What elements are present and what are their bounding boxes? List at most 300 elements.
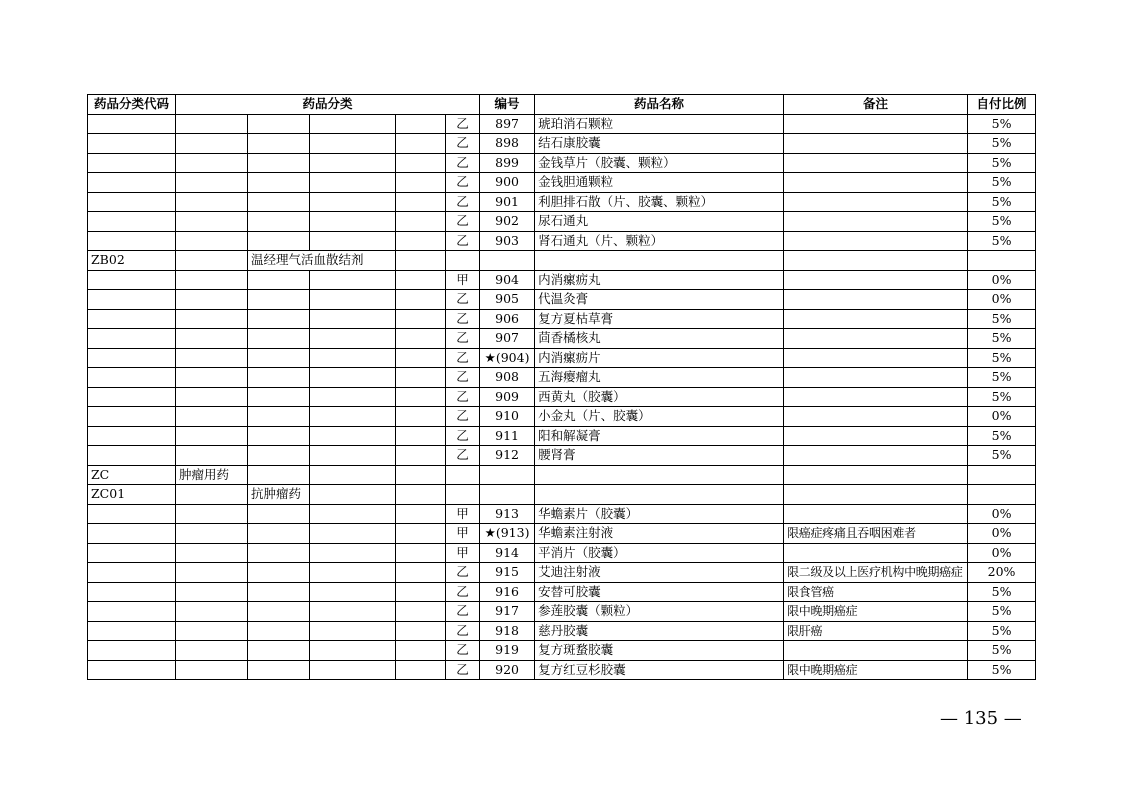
- cell-ratio: 5%: [968, 173, 1036, 193]
- cell-ratio: 5%: [968, 641, 1036, 661]
- cell-note: [784, 329, 968, 349]
- cell-spacer: [396, 563, 446, 583]
- cell-code: [88, 173, 176, 193]
- cell-ratio: 5%: [968, 446, 1036, 466]
- cell-category-l3: [310, 641, 396, 661]
- cell-note: [784, 153, 968, 173]
- cell-note: [784, 251, 968, 271]
- table-row: [88, 114, 1036, 134]
- cell-category-l3: [310, 446, 396, 466]
- table-row: [88, 641, 1036, 661]
- cell-spacer: [396, 173, 446, 193]
- cell-spacer: [396, 465, 446, 485]
- cell-category-l1: [176, 660, 248, 680]
- cell-grade: 乙: [446, 641, 480, 661]
- cell-drug-name: 尿石通丸: [535, 212, 784, 232]
- cell-number: 912: [480, 446, 535, 466]
- cell-category-l1: [176, 192, 248, 212]
- cell-drug-name: 琥珀消石颗粒: [535, 114, 784, 134]
- cell-category-l3: [310, 134, 396, 154]
- cell-category-l1: [176, 270, 248, 290]
- cell-category-l3: [310, 504, 396, 524]
- cell-grade: 乙: [446, 563, 480, 583]
- cell-drug-name: 利胆排石散（片、胶囊、颗粒）: [535, 192, 784, 212]
- cell-number: [480, 465, 535, 485]
- cell-category-l2: [248, 251, 364, 271]
- cell-drug-name: 平消片（胶囊）: [535, 543, 784, 563]
- cell-drug-name: [535, 251, 784, 271]
- cell-note: 限二级及以上医疗机构中晚期癌症: [784, 563, 968, 583]
- cell-note: [784, 270, 968, 290]
- cell-drug-name: 小金丸（片、胶囊）: [535, 407, 784, 427]
- cell-ratio: 5%: [968, 602, 1036, 622]
- cell-ratio: 5%: [968, 329, 1036, 349]
- cell-spacer: [396, 348, 446, 368]
- cell-drug-name: 艾迪注射液: [535, 563, 784, 583]
- cell-category-l3: [310, 290, 396, 310]
- cell-ratio: 5%: [968, 309, 1036, 329]
- cell-category-l3: [310, 329, 396, 349]
- cell-number: 913: [480, 504, 535, 524]
- cell-grade: [446, 465, 480, 485]
- cell-category-l2: [248, 290, 310, 310]
- cell-category-l3: [310, 426, 396, 446]
- cell-number: 907: [480, 329, 535, 349]
- cell-spacer: [396, 504, 446, 524]
- cell-ratio: 5%: [968, 114, 1036, 134]
- cell-category-l2: [248, 426, 310, 446]
- cell-grade: 乙: [446, 446, 480, 466]
- cell-number: 902: [480, 212, 535, 232]
- cell-drug-name: 金钱胆通颗粒: [535, 173, 784, 193]
- cell-drug-name: 内消瘰疬片: [535, 348, 784, 368]
- cell-category-l2: [248, 212, 310, 232]
- cell-number: 898: [480, 134, 535, 154]
- cell-spacer: [396, 407, 446, 427]
- cell-note: [784, 134, 968, 154]
- cell-category-l2: 抗肿瘤药: [248, 485, 310, 505]
- cell-number: 919: [480, 641, 535, 661]
- cell-category-l3: [310, 192, 396, 212]
- cell-code: [88, 212, 176, 232]
- cell-category-l2: [248, 465, 310, 485]
- cell-category-l1: [176, 446, 248, 466]
- cell-spacer: [396, 153, 446, 173]
- cell-note: [784, 173, 968, 193]
- cell-code: [88, 563, 176, 583]
- cell-drug-name: 肾石通丸（片、颗粒）: [535, 231, 784, 251]
- cell-number: 910: [480, 407, 535, 427]
- cell-category-l3: [310, 407, 396, 427]
- cell-number: 917: [480, 602, 535, 622]
- table-row: [88, 251, 1036, 271]
- cell-category-l2: [248, 153, 310, 173]
- cell-category-l1: [176, 212, 248, 232]
- cell-grade: [446, 251, 480, 271]
- cell-category-l1: [176, 485, 248, 505]
- table-row: [88, 660, 1036, 680]
- cell-grade: 乙: [446, 231, 480, 251]
- cell-spacer: [396, 270, 446, 290]
- cell-ratio: 5%: [968, 348, 1036, 368]
- cell-note: [784, 387, 968, 407]
- cell-ratio: 5%: [968, 582, 1036, 602]
- cell-code: [88, 446, 176, 466]
- cell-grade: 甲: [446, 270, 480, 290]
- cell-grade: 乙: [446, 212, 480, 232]
- table-row: [88, 153, 1036, 173]
- cell-drug-name: 华蟾素片（胶囊）: [535, 504, 784, 524]
- cell-code: [88, 348, 176, 368]
- table-row: [88, 485, 1036, 505]
- cell-ratio: [968, 465, 1036, 485]
- table-row: [88, 212, 1036, 232]
- cell-grade: 甲: [446, 543, 480, 563]
- category-label: 温经理气活血散结剂: [251, 252, 364, 267]
- cell-note: [784, 543, 968, 563]
- cell-category-l3: [310, 231, 396, 251]
- header-name: 药品名称: [535, 95, 784, 115]
- cell-category-l2: [248, 504, 310, 524]
- cell-category-l1: [176, 290, 248, 310]
- cell-code: [88, 270, 176, 290]
- cell-grade: 乙: [446, 134, 480, 154]
- cell-note: [784, 446, 968, 466]
- table-row: [88, 563, 1036, 583]
- cell-spacer: [396, 114, 446, 134]
- cell-code: [88, 192, 176, 212]
- cell-ratio: 5%: [968, 368, 1036, 388]
- cell-note: 限中晚期癌症: [784, 602, 968, 622]
- cell-grade: 乙: [446, 602, 480, 622]
- header-category: 药品分类: [176, 95, 480, 115]
- cell-category-l1: [176, 621, 248, 641]
- cell-category-l1: [176, 348, 248, 368]
- cell-grade: 甲: [446, 504, 480, 524]
- cell-drug-name: 腰肾膏: [535, 446, 784, 466]
- cell-ratio: 0%: [968, 543, 1036, 563]
- table-row: [88, 426, 1036, 446]
- cell-number: 915: [480, 563, 535, 583]
- cell-number: 920: [480, 660, 535, 680]
- cell-category-l2: [248, 407, 310, 427]
- cell-ratio: 0%: [968, 290, 1036, 310]
- header-code: 药品分类代码: [88, 95, 176, 115]
- cell-category-l1: [176, 407, 248, 427]
- cell-number: [480, 485, 535, 505]
- cell-grade: 乙: [446, 582, 480, 602]
- cell-drug-name: 复方斑蝥胶囊: [535, 641, 784, 661]
- cell-grade: 乙: [446, 660, 480, 680]
- cell-code: [88, 309, 176, 329]
- cell-number: 916: [480, 582, 535, 602]
- cell-category-l2: [248, 660, 310, 680]
- cell-category-l1: [176, 231, 248, 251]
- cell-note: [784, 641, 968, 661]
- cell-ratio: 0%: [968, 407, 1036, 427]
- cell-spacer: [396, 368, 446, 388]
- cell-number: 904: [480, 270, 535, 290]
- cell-ratio: 5%: [968, 134, 1036, 154]
- cell-category-l2: [248, 621, 310, 641]
- cell-category-l3: [310, 212, 396, 232]
- cell-code: [88, 153, 176, 173]
- cell-drug-name: 慈丹胶囊: [535, 621, 784, 641]
- table-row: [88, 231, 1036, 251]
- cell-category-l1: [176, 426, 248, 446]
- cell-category-l2: [248, 231, 310, 251]
- cell-spacer: [396, 231, 446, 251]
- cell-drug-name: [535, 465, 784, 485]
- table-row: [88, 348, 1036, 368]
- cell-code: [88, 407, 176, 427]
- cell-ratio: 20%: [968, 563, 1036, 583]
- cell-code: [88, 231, 176, 251]
- cell-note: [784, 192, 968, 212]
- cell-number: [480, 251, 535, 271]
- cell-ratio: 5%: [968, 192, 1036, 212]
- cell-number: ★(904): [480, 348, 535, 368]
- cell-code: [88, 641, 176, 661]
- cell-category-l2: [248, 446, 310, 466]
- cell-note: [784, 212, 968, 232]
- cell-note: 限癌症疼痛且吞咽困难者: [784, 524, 968, 544]
- cell-category-l2: [248, 270, 310, 290]
- header-note: 备注: [784, 95, 968, 115]
- cell-category-l2: [248, 192, 310, 212]
- cell-category-l2: [248, 387, 310, 407]
- cell-grade: 乙: [446, 173, 480, 193]
- cell-code: [88, 426, 176, 446]
- cell-drug-name: 五海瘿瘤丸: [535, 368, 784, 388]
- cell-grade: 乙: [446, 114, 480, 134]
- cell-code: [88, 368, 176, 388]
- cell-category-l3: [310, 348, 396, 368]
- table-row: [88, 582, 1036, 602]
- cell-grade: 乙: [446, 426, 480, 446]
- cell-category-l2: [248, 368, 310, 388]
- cell-number: 914: [480, 543, 535, 563]
- cell-category-l2: [248, 582, 310, 602]
- cell-category-l1: [176, 153, 248, 173]
- cell-category-l1: [176, 641, 248, 661]
- cell-category-l3: [310, 114, 396, 134]
- cell-category-l2: [248, 641, 310, 661]
- cell-ratio: 5%: [968, 212, 1036, 232]
- cell-spacer: [396, 582, 446, 602]
- cell-ratio: 5%: [968, 231, 1036, 251]
- cell-note: [784, 368, 968, 388]
- cell-drug-name: 茴香橘核丸: [535, 329, 784, 349]
- table-row: [88, 602, 1036, 622]
- table-row: [88, 173, 1036, 193]
- cell-category-l1: 肿瘤用药: [176, 465, 248, 485]
- table-row: [88, 524, 1036, 544]
- cell-note: 限中晚期癌症: [784, 660, 968, 680]
- cell-drug-name: 阳和解凝膏: [535, 426, 784, 446]
- cell-category-l3: [310, 309, 396, 329]
- cell-grade: 乙: [446, 387, 480, 407]
- cell-number: 908: [480, 368, 535, 388]
- cell-category-l1: [176, 504, 248, 524]
- cell-number: 897: [480, 114, 535, 134]
- cell-category-l2: [248, 329, 310, 349]
- cell-category-l2: [248, 173, 310, 193]
- cell-grade: 乙: [446, 153, 480, 173]
- cell-spacer: [396, 543, 446, 563]
- cell-spacer: [396, 602, 446, 622]
- table-row: [88, 465, 1036, 485]
- cell-category-l1: [176, 563, 248, 583]
- cell-spacer: [396, 134, 446, 154]
- cell-spacer: [396, 251, 446, 271]
- cell-note: [784, 465, 968, 485]
- cell-grade: 乙: [446, 621, 480, 641]
- cell-number: 918: [480, 621, 535, 641]
- header-row: [88, 95, 1036, 115]
- cell-note: [784, 426, 968, 446]
- cell-drug-name: 复方夏枯草膏: [535, 309, 784, 329]
- cell-ratio: 0%: [968, 524, 1036, 544]
- cell-note: [784, 309, 968, 329]
- table-row: [88, 446, 1036, 466]
- cell-ratio: 5%: [968, 387, 1036, 407]
- cell-code: [88, 582, 176, 602]
- cell-drug-name: 安替可胶囊: [535, 582, 784, 602]
- cell-ratio: [968, 251, 1036, 271]
- cell-drug-name: 金钱草片（胶囊、颗粒）: [535, 153, 784, 173]
- cell-category-l1: [176, 173, 248, 193]
- table-row: [88, 543, 1036, 563]
- cell-ratio: 5%: [968, 621, 1036, 641]
- cell-number: 905: [480, 290, 535, 310]
- cell-note: [784, 231, 968, 251]
- cell-code: [88, 543, 176, 563]
- table-row: [88, 368, 1036, 388]
- cell-drug-name: [535, 485, 784, 505]
- cell-category-l3: [310, 582, 396, 602]
- cell-category-l3: [310, 485, 396, 505]
- cell-category-l3: [310, 368, 396, 388]
- cell-number: 909: [480, 387, 535, 407]
- cell-category-l1: [176, 114, 248, 134]
- cell-category-l2: [248, 602, 310, 622]
- table-row: [88, 621, 1036, 641]
- cell-code: [88, 621, 176, 641]
- cell-spacer: [396, 212, 446, 232]
- cell-code: ZC01: [88, 485, 176, 505]
- cell-note: [784, 114, 968, 134]
- cell-spacer: [396, 446, 446, 466]
- cell-category-l2: [248, 114, 310, 134]
- cell-spacer: [396, 641, 446, 661]
- cell-ratio: 0%: [968, 504, 1036, 524]
- cell-spacer: [396, 621, 446, 641]
- cell-note: [784, 290, 968, 310]
- header-ratio: 自付比例: [968, 95, 1036, 115]
- cell-grade: 乙: [446, 407, 480, 427]
- cell-category-l3: [310, 270, 396, 290]
- cell-grade: 乙: [446, 348, 480, 368]
- cell-spacer: [396, 329, 446, 349]
- cell-code: ZC: [88, 465, 176, 485]
- cell-grade: 乙: [446, 309, 480, 329]
- cell-category-l1: [176, 134, 248, 154]
- cell-category-l3: [310, 173, 396, 193]
- cell-note: [784, 485, 968, 505]
- cell-code: [88, 329, 176, 349]
- cell-drug-name: 参莲胶囊（颗粒）: [535, 602, 784, 622]
- cell-code: [88, 524, 176, 544]
- cell-note: 限肝癌: [784, 621, 968, 641]
- cell-category-l3: [310, 387, 396, 407]
- cell-category-l2: [248, 543, 310, 563]
- cell-category-l1: [176, 387, 248, 407]
- cell-grade: 乙: [446, 192, 480, 212]
- table-row: [88, 270, 1036, 290]
- cell-spacer: [396, 485, 446, 505]
- cell-spacer: [396, 192, 446, 212]
- cell-code: [88, 602, 176, 622]
- drug-list-table: [87, 94, 1036, 680]
- cell-category-l2: [248, 348, 310, 368]
- table-row: [88, 407, 1036, 427]
- cell-note: [784, 407, 968, 427]
- cell-number: 899: [480, 153, 535, 173]
- cell-category-l2: [248, 563, 310, 583]
- cell-category-l1: [176, 602, 248, 622]
- cell-number: 901: [480, 192, 535, 212]
- cell-category-l2: [248, 309, 310, 329]
- cell-code: [88, 290, 176, 310]
- table-row: [88, 134, 1036, 154]
- cell-category-l1: [176, 543, 248, 563]
- cell-category-l3: [310, 465, 396, 485]
- cell-number: 900: [480, 173, 535, 193]
- cell-spacer: [396, 309, 446, 329]
- cell-grade: 乙: [446, 329, 480, 349]
- cell-note: 限食管癌: [784, 582, 968, 602]
- cell-code: [88, 387, 176, 407]
- cell-category-l3: [310, 563, 396, 583]
- cell-code: [88, 504, 176, 524]
- table-row: [88, 387, 1036, 407]
- cell-drug-name: 代温灸膏: [535, 290, 784, 310]
- cell-grade: [446, 485, 480, 505]
- cell-ratio: 0%: [968, 270, 1036, 290]
- cell-category-l1: [176, 524, 248, 544]
- cell-category-l1: [176, 329, 248, 349]
- table-row: [88, 192, 1036, 212]
- cell-note: [784, 504, 968, 524]
- cell-spacer: [396, 426, 446, 446]
- cell-code: [88, 134, 176, 154]
- cell-spacer: [396, 290, 446, 310]
- cell-ratio: 5%: [968, 660, 1036, 680]
- cell-drug-name: 结石康胶囊: [535, 134, 784, 154]
- cell-drug-name: 西黄丸（胶囊）: [535, 387, 784, 407]
- cell-category-l1: [176, 251, 248, 271]
- cell-spacer: [396, 524, 446, 544]
- cell-category-l1: [176, 582, 248, 602]
- cell-grade: 乙: [446, 290, 480, 310]
- cell-spacer: [396, 387, 446, 407]
- cell-category-l3: [310, 524, 396, 544]
- cell-spacer: [396, 660, 446, 680]
- cell-code: ZB02: [88, 251, 176, 271]
- cell-category-l1: [176, 368, 248, 388]
- cell-number: 906: [480, 309, 535, 329]
